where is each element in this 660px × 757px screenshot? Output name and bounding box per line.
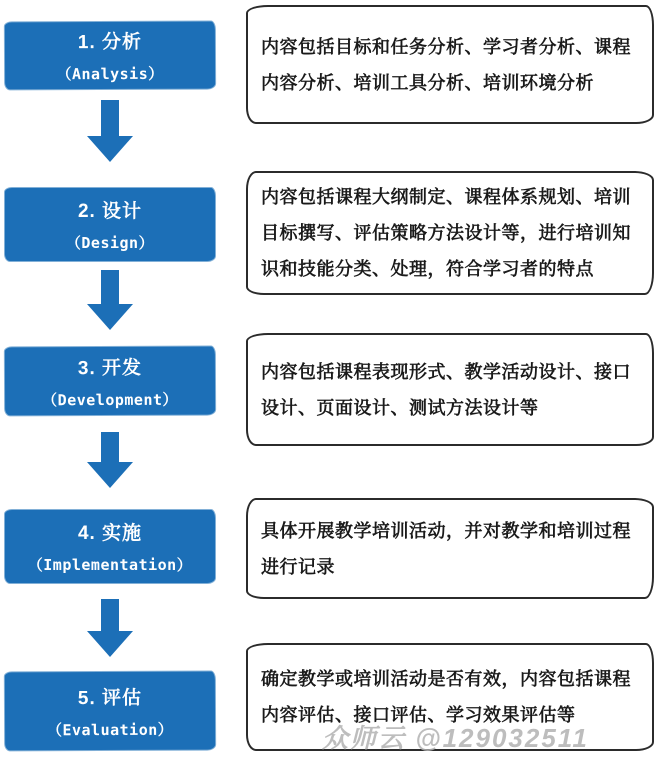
down-arrow-4 bbox=[87, 599, 133, 657]
desc-box-implementation bbox=[246, 498, 654, 599]
step-subtitle-design: （Design） bbox=[65, 234, 155, 252]
arrow-stem bbox=[101, 432, 119, 462]
step-subtitle-evaluation: （Evaluation） bbox=[46, 720, 174, 739]
desc-box-analysis bbox=[246, 5, 654, 124]
step-subtitle-implementation: （Implementation） bbox=[27, 556, 193, 574]
desc-text-design: 内容包括课程大纲制定、课程体系规划、培训目标撰写、评估策略方法设计等，进行培训知识和技能分类、处理，符合学习者的特点 bbox=[261, 187, 631, 279]
step-title-implementation: 4. 实施 bbox=[77, 523, 143, 544]
step-box-development bbox=[5, 347, 215, 416]
arrow-head-icon bbox=[87, 462, 133, 488]
down-arrow-1 bbox=[87, 100, 133, 162]
down-arrow-2 bbox=[87, 270, 133, 330]
step-title-design: 2. 设计 bbox=[77, 201, 143, 222]
desc-text-implementation: 具体开展教学培训活动，并对教学和培训过程进行记录 bbox=[261, 520, 631, 577]
step-title-evaluation: 5. 评估 bbox=[77, 687, 143, 709]
step-box-design bbox=[5, 188, 215, 261]
desc-text-development: 内容包括课程表现形式、教学活动设计、接口设计、页面设计、测试方法设计等 bbox=[261, 361, 631, 418]
step-box-implementation bbox=[5, 510, 215, 583]
arrow-head-icon bbox=[87, 631, 133, 657]
step-subtitle-analysis: （Analysis） bbox=[56, 64, 164, 84]
arrow-head-icon bbox=[87, 304, 133, 330]
step-title-development: 3. 开发 bbox=[77, 357, 143, 379]
step-box-evaluation bbox=[5, 672, 215, 751]
step-title-analysis: 1. 分析 bbox=[77, 31, 143, 54]
step-subtitle-development: （Development） bbox=[42, 390, 179, 409]
desc-text-evaluation: 确定教学或培训活动是否有效，内容包括课程内容评估、接口评估、学习效果评估等 bbox=[261, 669, 631, 725]
desc-box-development bbox=[246, 333, 654, 446]
down-arrow-3 bbox=[87, 432, 133, 488]
step-box-analysis bbox=[5, 22, 215, 90]
desc-text-analysis: 内容包括目标和任务分析、学习者分析、课程内容分析、培训工具分析、培训环境分析 bbox=[261, 36, 631, 93]
arrow-head-icon bbox=[87, 136, 133, 162]
desc-box-design bbox=[246, 171, 654, 295]
arrow-stem bbox=[101, 599, 119, 631]
arrow-stem bbox=[101, 270, 119, 304]
arrow-stem bbox=[101, 100, 119, 136]
watermark-text: 众师云 @129032511 bbox=[322, 723, 589, 753]
